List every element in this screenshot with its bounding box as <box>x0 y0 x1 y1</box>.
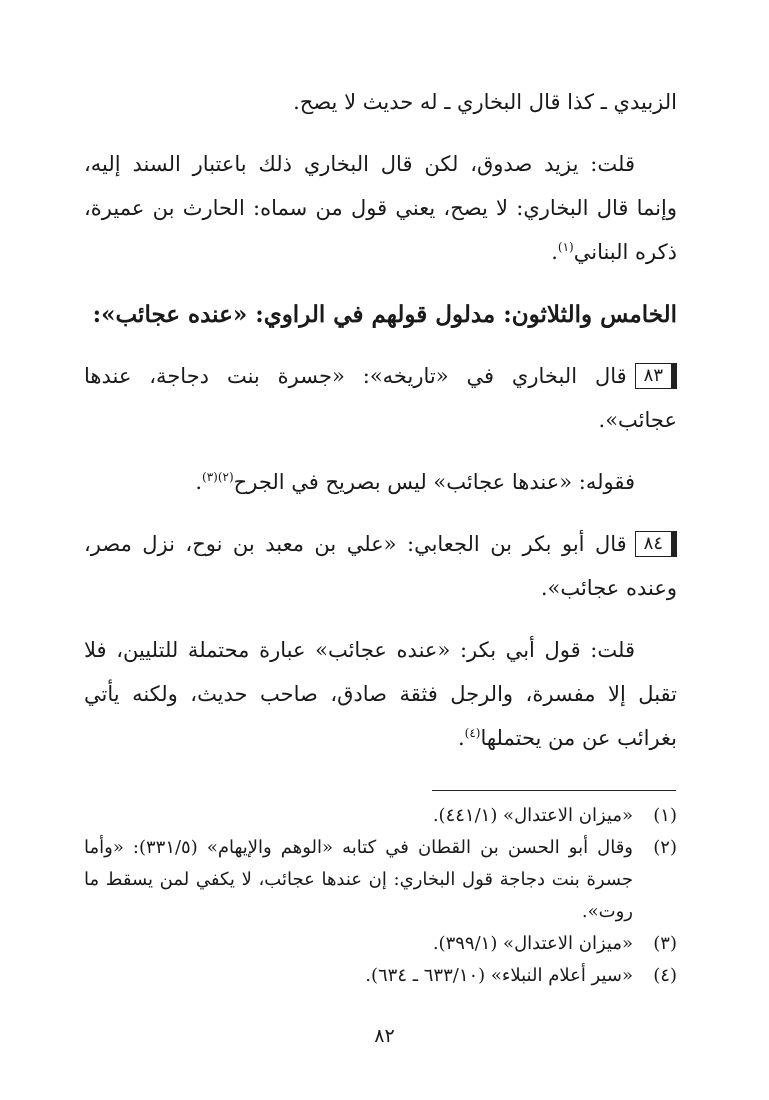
entry-number-box: ٨٣ <box>635 363 677 389</box>
paragraph-4: فقوله: «عندها عجائب» ليس بصريح في الجرح$^{(٢)(٣)}$. <box>195 470 635 494</box>
footnote-text: «سير أعلام النبلاء» (٦٣٣/١٠ ـ ٦٣٤). <box>365 965 633 986</box>
footnote-text: «ميزان الاعتدال» (٤٤١/١). <box>432 805 633 826</box>
main-text <box>84 80 677 760</box>
footnote-number: (٣) <box>653 933 677 954</box>
page-number: ٨٢ <box>374 1025 395 1047</box>
entry-number-box: ٨٤ <box>635 531 677 557</box>
footnote-3 <box>84 928 677 960</box>
footnote-text: «ميزان الاعتدال» (٣٩٩/١). <box>432 933 633 954</box>
footnote-number: (٤) <box>653 965 677 986</box>
footnote-1 <box>84 800 677 832</box>
footnote-number: (١) <box>653 805 677 826</box>
footnotes <box>84 800 677 992</box>
paragraph-6: قلت: قول أبي بكر: «عنده عجائب» عبارة محتملة للتليين، فلا تقبل إلا مفسرة، والرجل فثقة صادق، صاحب حديث، ولكنه يأتي بغرائب عن من يحتملها$^{(٤)}$. <box>84 638 677 750</box>
footnote-divider <box>432 790 676 791</box>
entry-83: ٨٣قال البخاري في «تاريخه»: «جسرة بنت دجاجة، عندها عجائب». <box>84 364 677 432</box>
entry-84: ٨٤قال أبو بكر بن الجعابي: «علي بن معبد بن نوح، نزل مصر، وعنده عجائب». <box>84 532 677 600</box>
footnote-ref-4: (٤) <box>464 726 481 740</box>
footnote-4 <box>84 960 677 992</box>
footnote-ref-2-3: (٢)(٣) <box>202 470 234 484</box>
paragraph-1: الزبيدي ـ كذا قال البخاري ـ له حديث لا يصح. <box>293 90 677 114</box>
section-heading: الخامس والثلاثون: مدلول قولهم في الراوي: «عنده عجائب»: <box>92 301 677 328</box>
footnote-2 <box>84 832 677 928</box>
footnote-ref-1: (١) <box>557 240 574 254</box>
footnote-number: (٢) <box>653 837 677 858</box>
footnote-text: وقال أبو الحسن بن القطان في كتابه «الوهم والإيهام» (٣٣١/٥): «وأما جسرة بنت دجاجة قول البخاري: إن عندها عجائب، لا يكفي لمن يسقط ما روت». <box>84 837 633 922</box>
paragraph-2: قلت: يزيد صدوق، لكن قال البخاري ذلك باعتبار السند إليه، وإنما قال البخاري: لا يصح، يعني قول من سماه: الحارث بن عميرة، ذكره البناني$^{(١)}$. <box>84 152 677 264</box>
